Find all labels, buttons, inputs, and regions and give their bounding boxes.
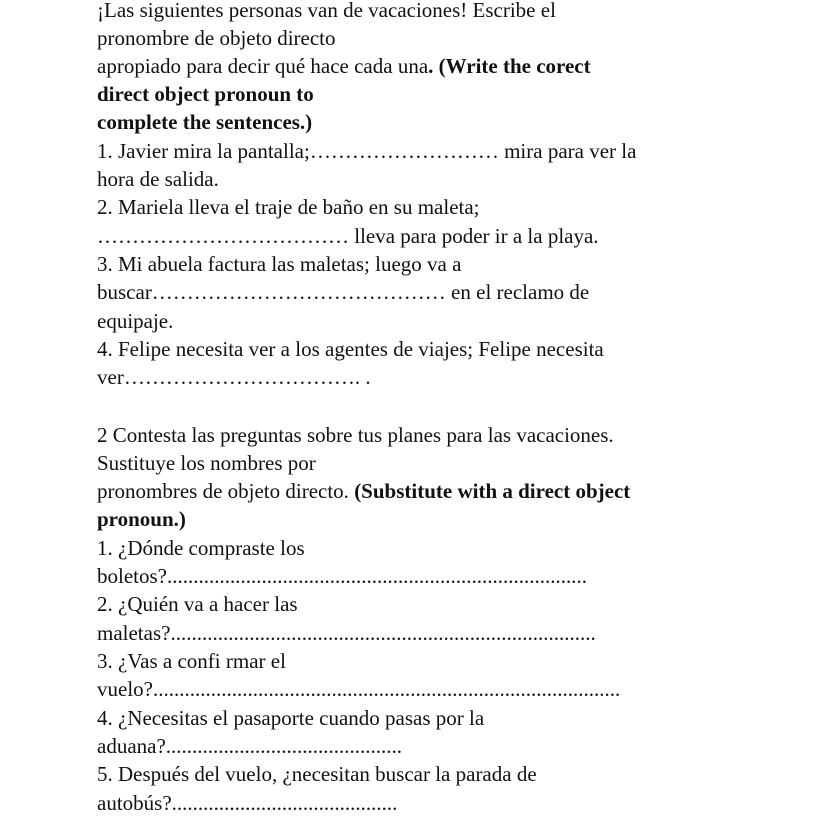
section-2-instructions: Sustituye los nombres por	[97, 451, 316, 475]
english-instructions: direct object pronoun to	[97, 82, 314, 106]
question-3: 3. ¿Vas a confi rmar el	[97, 649, 286, 673]
question-1: 1. Javier mira la pantalla;……………………… mira para ver la	[97, 139, 637, 163]
english-instructions: complete the sentences.)	[97, 110, 313, 134]
question-5: 5. Después del vuelo, ¿necesitan buscar la parada de	[97, 762, 537, 786]
english-instructions: (Substitute with a direct object	[354, 479, 631, 503]
instructions-line	[97, 52, 591, 80]
question-4: 4. ¿Necesitas el pasaporte cuando pasas por la	[97, 706, 485, 730]
instructions-text: pronombres de objeto directo.	[97, 479, 355, 503]
instructions-text: apropiado para decir qué hace cada una	[97, 54, 429, 78]
question-1-cont: hora de salida.	[97, 167, 219, 191]
section-2-instructions	[97, 477, 630, 505]
answer-line-1: boletos?................................................................................	[97, 564, 587, 588]
question-4-cont: ver……………………………. .	[97, 365, 371, 389]
english-instructions: pronoun.)	[97, 507, 186, 531]
answer-line-3: vuelo?.........................................................................................	[97, 677, 621, 701]
answer-line-5: autobús?...........................................	[97, 791, 398, 815]
section-2-instructions: 2 Contesta las preguntas sobre tus planes para las vacaciones.	[97, 423, 614, 447]
answer-line-2: maletas?.................................................................................	[97, 621, 596, 645]
instructions-line: ¡Las siguientes personas van de vacaciones! Escribe el	[97, 0, 556, 22]
question-3-cont: equipaje.	[97, 309, 174, 333]
question-2: 2. Mariela lleva el traje de baño en su maleta;	[97, 195, 480, 219]
question-1: 1. ¿Dónde compraste los	[97, 536, 305, 560]
answer-line-4: aduana?.............................................	[97, 734, 403, 758]
question-3: 3. Mi abuela factura las maletas; luego va a	[97, 252, 462, 276]
question-4: 4. Felipe necesita ver a los agentes de viajes; Felipe necesita	[97, 337, 604, 361]
instructions-line: pronombre de objeto directo	[97, 26, 336, 50]
question-3-cont: buscar…………………………………… en el reclamo de	[97, 280, 590, 304]
question-2-cont: ……………………………… lleva para poder ir a la playa.	[97, 224, 599, 248]
question-2: 2. ¿Quién va a hacer las	[97, 592, 298, 616]
english-instructions: . (Write the corect	[428, 54, 591, 78]
